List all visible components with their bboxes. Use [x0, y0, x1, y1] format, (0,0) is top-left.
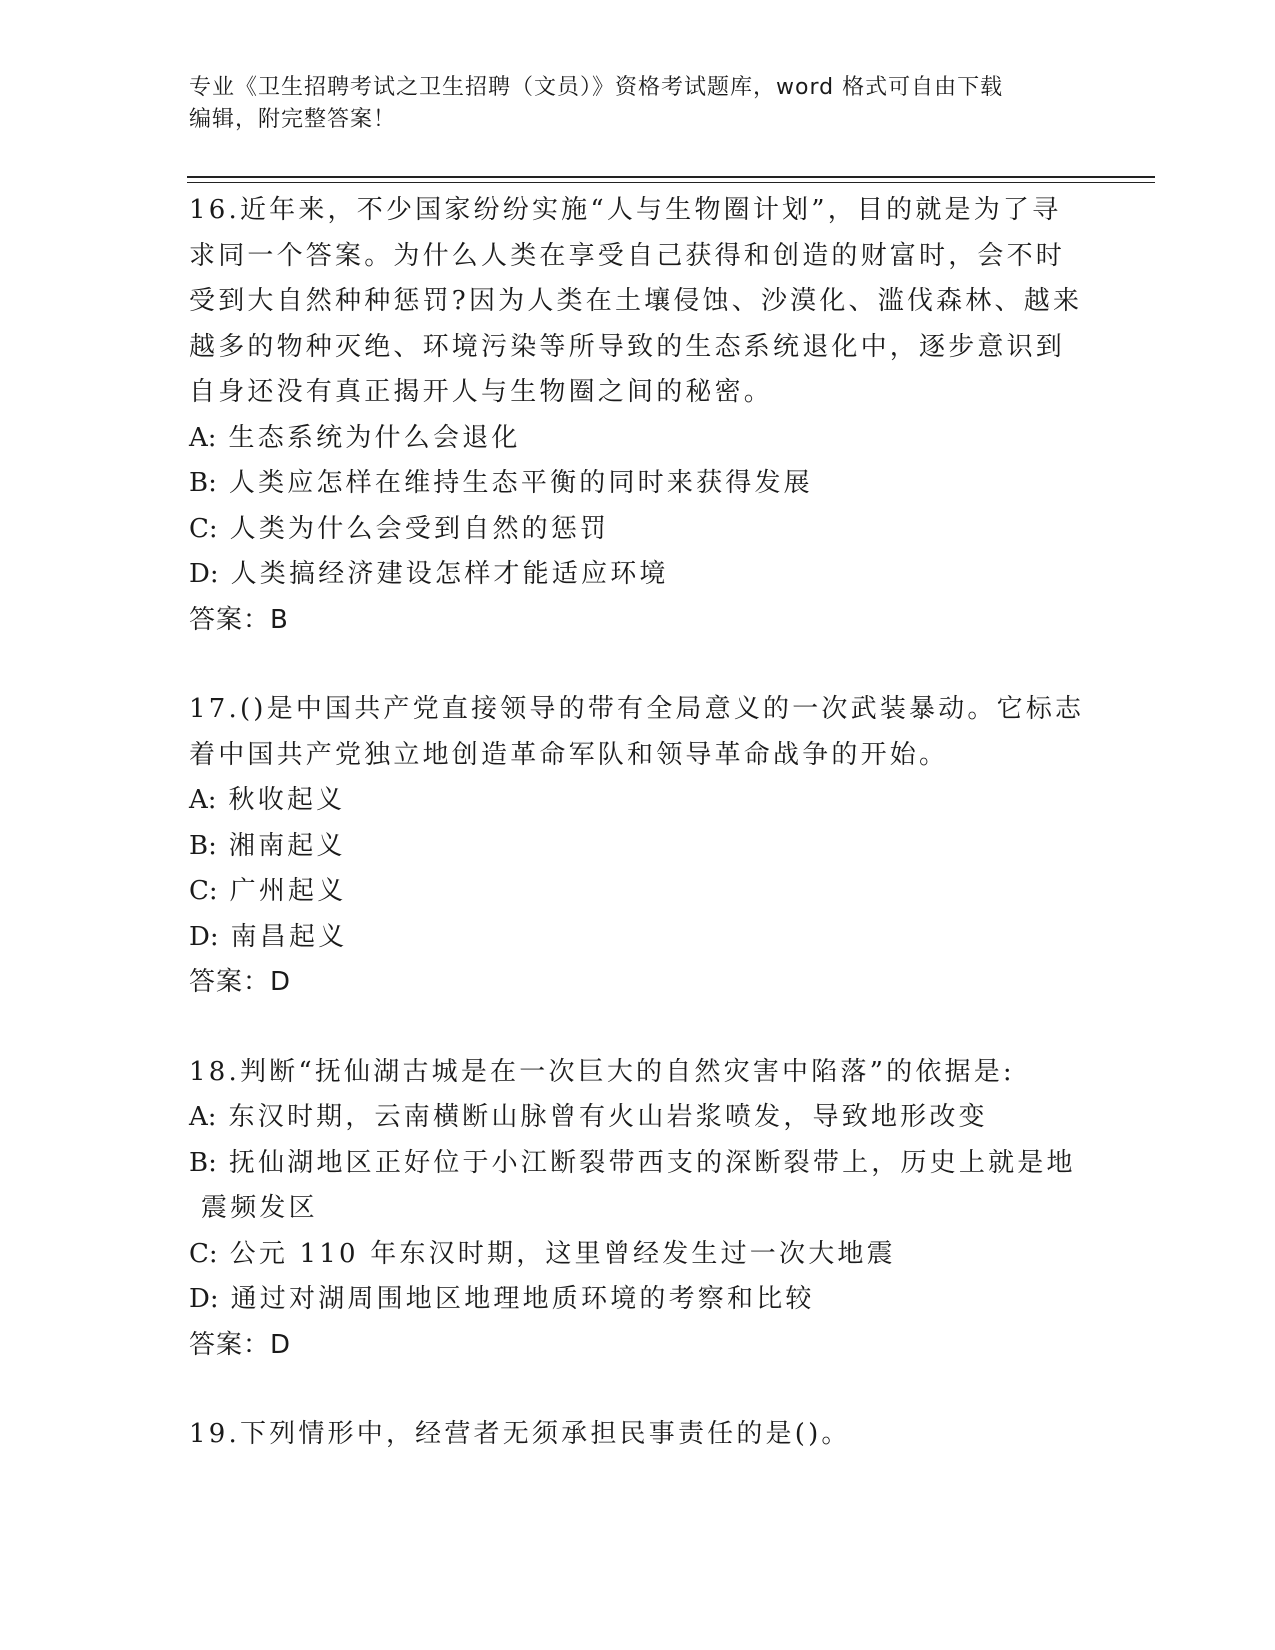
- question-list: [189, 188, 1089, 1502]
- question-stem-line: 19.下列情形中，经营者无须承担民事责任的是()。: [189, 1419, 851, 1449]
- question-block: [189, 188, 1089, 643]
- option-text: 公元 110 年东汉时期，这里曾经发生过一次大地震: [229, 1238, 896, 1269]
- answer-option: [189, 552, 1089, 598]
- option-letter: A:: [189, 785, 217, 815]
- answer-option: [189, 461, 1089, 507]
- question-stem-line: 求同一个答案。为什么人类在享受自己获得和创造的财富时，会不时: [189, 240, 1066, 271]
- option-text: 生态系统为什么会退化: [228, 422, 521, 453]
- answer-option: [189, 1141, 1089, 1187]
- option-text: 秋收起义: [228, 785, 346, 815]
- answer-option: [189, 1186, 1089, 1232]
- answer-key: 答案：B: [189, 604, 289, 635]
- option-letter: D:: [189, 921, 219, 952]
- answer-option: [189, 869, 1089, 915]
- option-text: 抚仙湖地区正好位于小江断裂带西支的深断裂带上，历史上就是地: [228, 1147, 1076, 1178]
- option-letter: B:: [189, 830, 217, 861]
- answer-key: 答案：D: [189, 1329, 292, 1360]
- option-text: 人类搞经济建设怎样才能适应环境: [230, 559, 669, 589]
- option-letter: C:: [189, 513, 218, 544]
- option-letter: A:: [189, 422, 217, 453]
- header-divider-thick: [187, 176, 1155, 178]
- option-letter: D:: [189, 1284, 219, 1314]
- answer-option: [189, 507, 1089, 553]
- question-block: [189, 1050, 1089, 1369]
- header-divider-thin: [187, 182, 1155, 183]
- question-stem-line: 18.判断“抚仙湖古城是在一次巨大的自然灾害中陷落”的依据是:: [189, 1056, 1015, 1087]
- answer-option: [189, 1232, 1089, 1278]
- question-stem-line: 自身还没有真正揭开人与生物圈之间的秘密。: [189, 377, 774, 407]
- answer-option: [189, 778, 1089, 824]
- option-letter: B:: [189, 468, 217, 498]
- option-letter: B:: [189, 1147, 217, 1178]
- answer-option: [189, 1095, 1089, 1141]
- header-line-1: 专业《卫生招聘考试之卫生招聘（文员）》资格考试题库，word 格式可自由下载: [189, 75, 1004, 100]
- option-text: 人类应怎样在维持生态平衡的同时来获得发展: [228, 468, 813, 498]
- question-stem-line: 越多的物种灭绝、环境污染等所导致的生态系统退化中，逐步意识到: [189, 331, 1066, 362]
- question-block: [189, 1412, 1089, 1458]
- option-text: 东汉时期，云南横断山脉曾有火山岩浆喷发，导致地形改变: [228, 1102, 988, 1132]
- answer-key: 答案：D: [189, 967, 292, 997]
- option-text: 人类为什么会受到自然的惩罚: [229, 513, 610, 544]
- question-stem-line: 16.近年来，不少国家纷纷实施“人与生物圈计划”，目的就是为了寻: [189, 195, 1062, 225]
- option-letter: A:: [189, 1102, 217, 1132]
- answer-option: [189, 1277, 1089, 1323]
- option-letter: C:: [189, 1238, 218, 1269]
- answer-option: [189, 824, 1089, 870]
- header-line-2: 编辑，附完整答案！: [189, 107, 397, 132]
- option-text: 湘南起义: [228, 830, 346, 861]
- option-letter: C:: [189, 876, 218, 906]
- answer-option: [189, 915, 1089, 961]
- option-letter: D:: [189, 559, 219, 589]
- option-text: 广州起义: [229, 876, 347, 906]
- answer-option: [189, 416, 1089, 462]
- option-text: 南昌起义: [230, 921, 348, 952]
- question-stem-line: 受到大自然种种惩罚?因为人类在土壤侵蚀、沙漠化、滥伐森林、越来: [189, 286, 1083, 316]
- option-text: 震频发区: [201, 1193, 318, 1223]
- question-stem-line: 着中国共产党独立地创造革命军队和领导革命战争的开始。: [189, 739, 949, 770]
- option-text: 通过对湖周围地区地理地质环境的考察和比较: [230, 1284, 815, 1314]
- question-stem-line: 17.()是中国共产党直接领导的带有全局意义的一次武装暴动。它标志: [189, 694, 1085, 724]
- question-block: [189, 687, 1089, 1006]
- document-header: [189, 72, 1069, 136]
